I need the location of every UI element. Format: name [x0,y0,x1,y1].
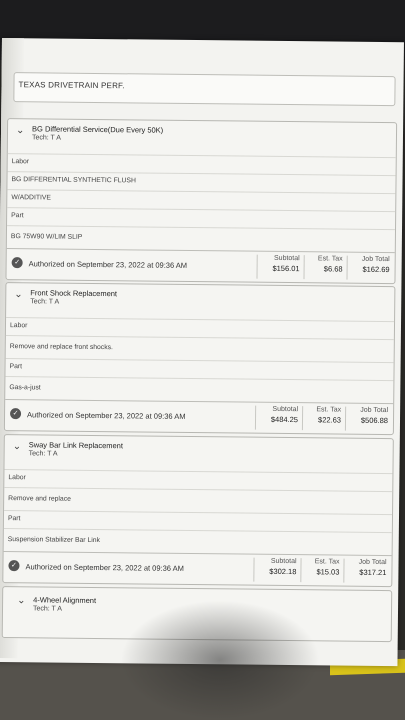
tax-cell: Est. Tax $22.63 [302,406,345,430]
job-section-differential [5,118,397,284]
line-item: W/ADDITIVE [7,189,395,211]
line-item: BG DIFFERENTIAL SYNTHETIC FLUSH [7,171,395,193]
line-item: Part [4,510,392,532]
job-title: Sway Bar Link Replacement [28,440,124,451]
check-circle-icon: ✓ [10,408,21,419]
job-footer [6,248,394,283]
job-tech: Tech: T A [31,134,61,142]
line-item: Part [5,358,393,380]
job-tech: Tech: T A [30,298,60,306]
authorized-text: Authorized on September 23, 2022 at 09:36 AM [28,259,188,270]
authorized-text: Authorized on September 23, 2022 at 09:36 AM [25,562,184,573]
job-footer [5,399,393,434]
total-cell: Job Total $506.88 [345,407,392,431]
chevron-down-icon[interactable]: ⌄ [15,125,25,137]
line-item: Remove and replace [4,487,392,514]
job-title: BG Differential Service(Due Every 50K) [32,124,164,135]
line-item: BG 75W90 W/LIM SLIP [7,225,395,252]
job-section-front-shock [4,282,396,435]
job-title: Front Shock Replacement [30,288,118,299]
chevron-down-icon[interactable]: ⌄ [12,441,22,453]
tax-cell: Est. Tax $15.03 [300,558,343,582]
job-header[interactable] [8,119,396,157]
line-item: Labor [6,317,394,339]
line-item: Gas-a-just [5,376,393,403]
tax-cell: Est. Tax $6.68 [303,255,346,279]
subtotal-cell: Subtotal $302.18 [253,558,300,582]
shop-name: TEXAS DRIVETRAIN PERF. [18,80,125,91]
job-header[interactable] [6,283,394,321]
line-item: Part [7,207,395,229]
invoice-page [0,38,404,666]
job-tech: Tech: T A [28,450,58,458]
line-item: Remove and replace front shocks. [6,335,394,362]
job-header[interactable] [4,435,392,473]
check-circle-icon: ✓ [8,560,19,571]
check-circle-icon: ✓ [12,257,23,268]
line-item: Labor [4,469,392,491]
chevron-down-icon[interactable]: ⌄ [14,289,23,301]
subtotal-cell: Subtotal $156.01 [256,255,303,279]
chevron-down-icon[interactable]: ⌄ [17,595,26,607]
job-tech: Tech: T A [32,605,62,613]
job-footer [3,551,391,586]
hand-shadow [120,600,320,720]
line-item: Labor [8,153,396,175]
total-cell: Job Total $317.21 [343,559,390,583]
shop-header [13,72,395,106]
line-item: Suspension Stabilizer Bar Link [4,528,392,555]
subtotal-cell: Subtotal $484.25 [255,406,302,430]
job-section-sway-bar [2,434,394,587]
job-title: 4-Wheel Alignment [33,595,97,606]
authorized-text: Authorized on September 23, 2022 at 09:36 AM [27,410,186,421]
total-cell: Job Total $162.69 [346,256,393,280]
